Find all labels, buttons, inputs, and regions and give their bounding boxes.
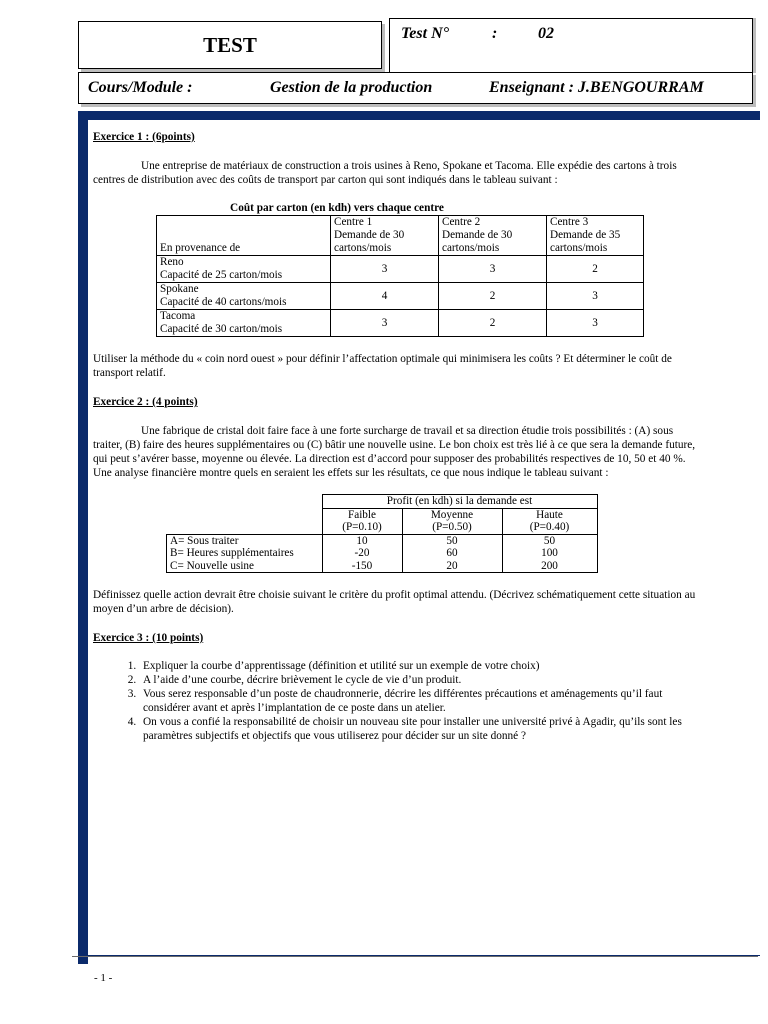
- origin-cell: [157, 310, 331, 337]
- test-number-box: [389, 18, 753, 73]
- table-row: [167, 547, 598, 560]
- cost-cell: 3: [547, 283, 644, 310]
- profit-cell: 10: [322, 534, 402, 547]
- exercise3-questions: [93, 659, 703, 743]
- origin-cell: [157, 256, 331, 283]
- cost-cell: 2: [547, 256, 644, 283]
- demand-column-header: [502, 508, 597, 534]
- origin-capacity: Capacité de 30 carton/mois: [160, 323, 283, 335]
- profit-cell: -150: [322, 560, 402, 573]
- centre-header: [439, 216, 547, 256]
- centre-header: [547, 216, 644, 256]
- profit-cell: 50: [502, 534, 597, 547]
- exercise2-intro: Une fabrique de cristal doit faire face à une forte surcharge de travail et sa direction étudie trois possibilités : (A) sous traiter, (B) faire des heures supplémentaires ou (C) bâtir une nouvelle usine. Le bon choix est très lié à ce que sera la demande future, qui peut s’avérer basse, moyenne ou élevée. La direction est d’accord pour supposer des probabilités respectives de 10, 50 et 40 %. Une analyse financière montre quels en seraient les effets sur les résultats, ce que nous indique le tableau suivant :: [93, 425, 696, 479]
- exercise1-title: Exercice 1 : (6points): [93, 131, 195, 143]
- exercise1-table-caption: Coût par carton (en kdh) vers chaque centre: [230, 202, 444, 214]
- test-title: TEST: [203, 32, 257, 57]
- centre-demand: Demande de 35: [550, 229, 621, 241]
- cost-cell: 2: [439, 283, 547, 310]
- origin-header: En provenance de: [157, 216, 331, 256]
- teacher-name: Enseignant : J.BENGOURRAM: [489, 79, 704, 96]
- origin-name: Tacoma: [160, 310, 196, 322]
- centre-name: Centre 1: [334, 216, 373, 228]
- option-label: A= Sous traiter: [167, 534, 323, 547]
- profit-cell: 50: [402, 534, 502, 547]
- centre-name: Centre 2: [442, 216, 481, 228]
- profit-table: [166, 494, 598, 573]
- cost-cell: 4: [331, 283, 439, 310]
- table-row: [157, 256, 644, 283]
- column-name: Haute: [536, 508, 563, 521]
- list-item: 3. Vous serez responsable d’un poste de chaudronnerie, décrire les différentes précautions et aménagements qu’il faut considérer avant et après l’implantation de ce poste dans un atelier.: [139, 687, 703, 715]
- cost-cell: 3: [547, 310, 644, 337]
- course-label: Cours/Module :: [88, 79, 193, 96]
- profit-header: Profit (en kdh) si la demande est: [322, 495, 597, 509]
- centre-demand: Demande de 30: [334, 229, 405, 241]
- course-name: Gestion de la production: [270, 79, 433, 96]
- centre-name: Centre 3: [550, 216, 589, 228]
- option-label: B= Heures supplémentaires: [167, 547, 323, 560]
- centre-unit: cartons/mois: [442, 242, 500, 254]
- table-row: [157, 310, 644, 337]
- test-number-colon: :: [492, 25, 498, 42]
- origin-name: Spokane: [160, 283, 199, 295]
- cost-cell: 3: [331, 256, 439, 283]
- centre-unit: cartons/mois: [550, 242, 608, 254]
- test-number-label: Test N°: [401, 25, 450, 42]
- table-header-row: [157, 216, 644, 256]
- course-info-box: [78, 72, 753, 104]
- frame-top-bar: [78, 111, 760, 120]
- demand-column-header: [322, 508, 402, 534]
- page-number: - 1 -: [94, 972, 113, 984]
- transport-cost-table: [156, 215, 644, 337]
- profit-cell: 20: [402, 560, 502, 573]
- column-probability: (P=0.40): [529, 521, 570, 533]
- origin-capacity: Capacité de 25 carton/mois: [160, 269, 283, 281]
- table-row: [157, 283, 644, 310]
- blank-cell: [167, 495, 323, 509]
- exercise2-title: Exercice 2 : (4 points): [93, 396, 198, 408]
- cost-cell: 2: [439, 310, 547, 337]
- column-name: Moyenne: [430, 508, 474, 521]
- table-header-row: [167, 495, 598, 509]
- origin-capacity: Capacité de 40 cartons/mois: [160, 296, 287, 308]
- column-probability: (P=0.10): [342, 521, 382, 533]
- exercise2-question: Définissez quelle action devrait être choisie suivant le critère du profit optimal attendu. (Décrivez schématiquement cette situation au moyen d’un arbre de décision).: [93, 589, 696, 615]
- profit-cell: 100: [502, 547, 597, 560]
- origin-cell: [157, 283, 331, 310]
- origin-name: Reno: [160, 256, 184, 268]
- frame-left-bar: [78, 111, 88, 964]
- profit-cell: 60: [402, 547, 502, 560]
- exercise1-intro: Une entreprise de matériaux de construction a trois usines à Reno, Spokane et Tacoma. Elle expédie des cartons à trois centres de distribution avec des coûts de transport par carton qui sont indiqués dans le tableau suivant :: [93, 160, 677, 186]
- blank-cell: [167, 508, 323, 534]
- table-row: [167, 534, 598, 547]
- list-item: 1. Expliquer la courbe d’apprentissage (définition et utilité sur un exemple de votre choix): [139, 659, 703, 673]
- footer-rule: [72, 956, 758, 957]
- option-label: C= Nouvelle usine: [167, 560, 323, 573]
- profit-cell: 200: [502, 560, 597, 573]
- table-row: [167, 560, 598, 573]
- cost-cell: 3: [439, 256, 547, 283]
- exercise3-title: Exercice 3 : (10 points): [93, 632, 204, 644]
- column-name: Faible: [348, 508, 376, 521]
- centre-demand: Demande de 30: [442, 229, 513, 241]
- list-item: 2. A l’aide d’une courbe, décrire brièvement le cycle de vie d’un produit.: [139, 673, 703, 687]
- column-probability: (P=0.50): [432, 521, 472, 533]
- exam-content: [93, 128, 703, 743]
- list-item: 4. On vous a confié la responsabilité de choisir un nouveau site pour installer une université privé à Agadir, qu’ils sont les paramètres subjectifs et objectifs que vous utiliserez pour décider sur un site donné ?: [139, 715, 703, 743]
- centre-unit: cartons/mois: [334, 242, 392, 254]
- demand-column-header: [402, 508, 502, 534]
- centre-header: [331, 216, 439, 256]
- test-title-box: [78, 21, 382, 69]
- cost-cell: 3: [331, 310, 439, 337]
- exercise1-question: Utiliser la méthode du « coin nord ouest » pour définir l’affectation optimale qui minimisera les coûts ? Et déterminer le coût de transport relatif.: [93, 353, 672, 379]
- profit-cell: -20: [322, 547, 402, 560]
- table-header-row: [167, 508, 598, 534]
- test-number-value: 02: [538, 25, 554, 42]
